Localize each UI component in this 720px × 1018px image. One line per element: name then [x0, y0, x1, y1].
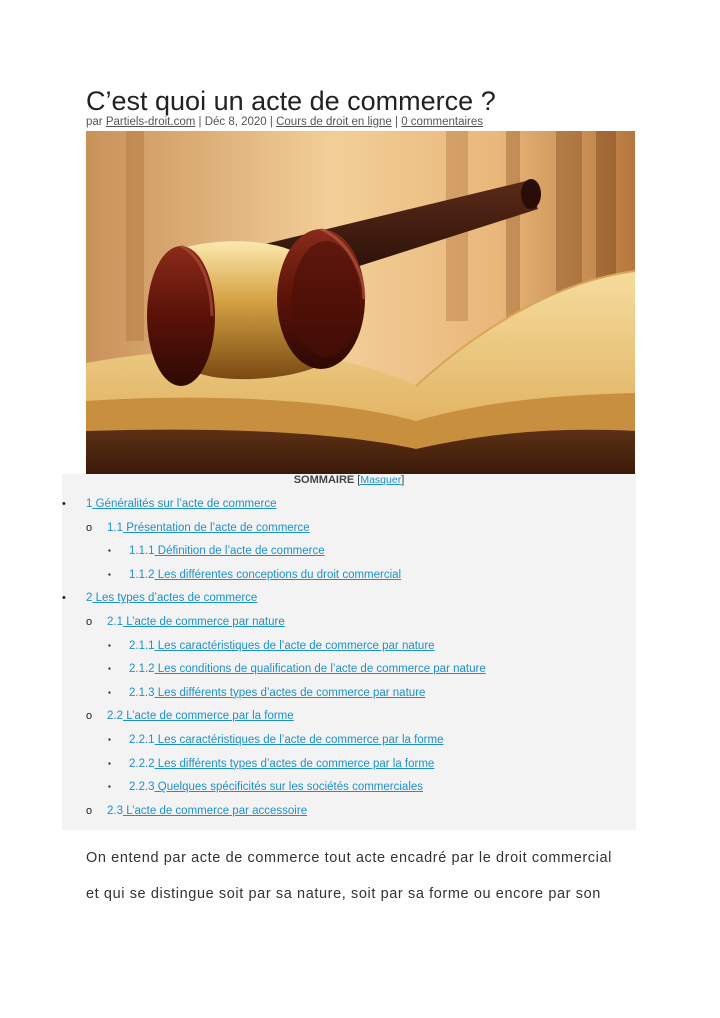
toc-link[interactable]	[129, 569, 401, 581]
toc-number: 2	[86, 592, 93, 605]
toc-bullet-square: ▪	[108, 569, 111, 579]
toc-item	[107, 802, 307, 820]
toc-bullet-square: ▪	[108, 735, 111, 744]
toc-item	[129, 755, 434, 773]
toc-label: L’acte de commerce par nature	[123, 616, 285, 628]
body-paragraph-line: et qui se distingue soit par sa nature, soit par sa forme ou encore par son	[86, 886, 601, 902]
toc-link[interactable]	[86, 592, 257, 604]
toc-label: Généralités sur l’acte de commerce	[92, 498, 277, 510]
toc-bullet-square: ▪	[108, 664, 111, 674]
table-of-contents	[62, 474, 636, 830]
toc-link[interactable]	[107, 805, 307, 817]
toc-number: 2.1.3	[129, 686, 155, 699]
toc-item	[129, 778, 423, 796]
author-link[interactable]: Partiels-droit.com	[105, 116, 196, 128]
meta-separator: |	[195, 116, 205, 128]
toc-bullet-square: ▪	[108, 687, 111, 697]
toc-label: Les types d’actes de commerce	[92, 592, 258, 605]
hero-image-gavel-book	[86, 131, 635, 474]
toc-number: 2.1.2	[129, 663, 155, 676]
toc-link[interactable]	[86, 498, 276, 510]
toc-number: 2.2.2	[129, 757, 155, 770]
toc-label: Définition de l’acte de commerce	[154, 545, 325, 558]
post-meta	[86, 116, 483, 128]
toc-link[interactable]	[129, 640, 435, 652]
toc-link[interactable]	[129, 781, 423, 793]
post-date: Déc 8, 2020	[204, 116, 267, 128]
toc-link[interactable]	[129, 734, 443, 746]
toc-link[interactable]	[129, 758, 434, 770]
toc-bullet-circle: o	[86, 710, 93, 723]
toc-title: SOMMAIRE	[293, 474, 355, 486]
toc-heading	[62, 474, 636, 488]
toc-label: Présentation de l’acte de commerce	[123, 521, 310, 534]
toc-link[interactable]	[129, 687, 425, 699]
toc-item	[129, 684, 425, 702]
toc-label: L’acte de commerce par accessoire	[123, 804, 308, 817]
toc-bullet-circle: o	[86, 521, 93, 534]
toc-label: Quelques spécificités sur les sociétés commerciales	[154, 781, 424, 794]
toc-label: Les différentes conceptions du droit commercial	[154, 568, 402, 581]
toc-item	[129, 566, 401, 584]
toc-number: 2.3	[107, 804, 123, 817]
toc-number: 2.2.1	[129, 734, 155, 746]
toc-link[interactable]	[129, 545, 325, 557]
category-link[interactable]: Cours de droit en ligne	[276, 116, 392, 128]
toc-item	[129, 542, 325, 560]
toc-link[interactable]	[107, 616, 285, 628]
toc-item	[129, 637, 435, 655]
toc-number: 1.1.1	[129, 545, 155, 558]
toc-bullet-circle: o	[86, 616, 93, 628]
toc-number: 2.1	[107, 616, 123, 628]
toc-item	[129, 660, 486, 678]
toc-bullet-circle: o	[86, 804, 93, 817]
toc-item	[86, 589, 257, 607]
toc-toggle-bracket: [	[357, 474, 361, 486]
meta-separator: |	[391, 116, 402, 128]
toc-toggle-link[interactable]: Masquer	[360, 474, 402, 486]
toc-label: L’acte de commerce par la forme	[123, 710, 294, 723]
toc-bullet-disc: •	[62, 498, 66, 510]
toc-number: 1.1.2	[129, 568, 155, 581]
toc-item	[129, 731, 443, 749]
toc-link[interactable]	[129, 663, 486, 675]
toc-label: Les conditions de qualification de l’acte de commerce par nature	[154, 663, 486, 676]
toc-item	[107, 613, 285, 631]
toc-bullet-square: ▪	[108, 782, 111, 792]
toc-number: 2.2.3	[129, 781, 155, 794]
toc-link[interactable]	[107, 710, 294, 722]
toc-bullet-square: ▪	[108, 640, 111, 650]
comments-link[interactable]: 0 commentaires	[401, 116, 484, 128]
toc-label: Les caractéristiques de l’acte de commerce par nature	[154, 639, 435, 652]
gavel-book-illustration	[86, 131, 635, 474]
toc-item	[107, 519, 310, 537]
toc-number: 1	[86, 498, 93, 510]
toc-label: Les différents types d’actes de commerce par nature	[154, 686, 426, 699]
toc-label: Les caractéristiques de l’acte de commerce par la forme	[154, 734, 444, 746]
toc-item	[107, 707, 294, 725]
toc-number: 1.1	[107, 521, 123, 534]
meta-separator: |	[266, 116, 277, 128]
meta-prefix: par	[86, 116, 106, 128]
toc-bullet-disc: •	[62, 592, 66, 605]
toc-bullet-square: ▪	[108, 758, 111, 768]
toc-item	[86, 495, 276, 513]
toc-toggle-bracket: ]	[401, 474, 405, 486]
toc-number: 2.1.1	[129, 639, 155, 652]
body-paragraph-line: On entend par acte de commerce tout acte encadré par le droit commercial	[86, 850, 612, 866]
toc-bullet-square: ▪	[108, 546, 111, 556]
toc-number: 2.2	[107, 710, 123, 723]
toc-link[interactable]	[107, 522, 310, 534]
toc-label: Les différents types d’actes de commerce par la forme	[154, 757, 435, 770]
page-title: C’est quoi un acte de commerce ?	[86, 86, 496, 116]
